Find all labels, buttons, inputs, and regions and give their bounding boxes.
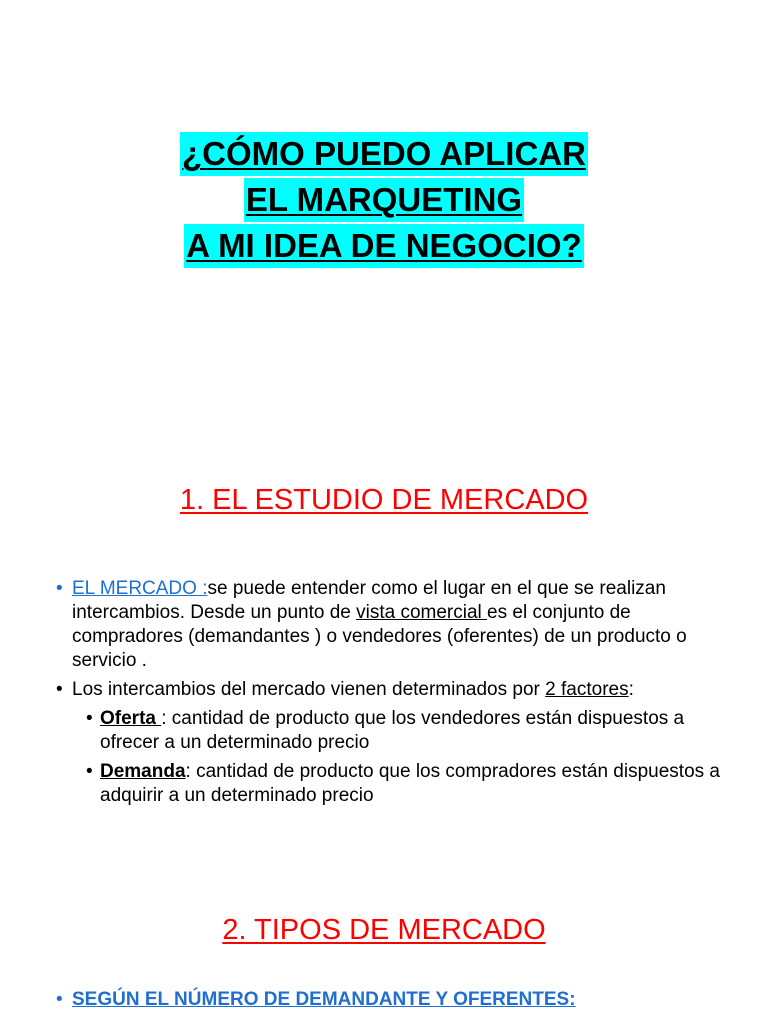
bullet-el-mercado	[56, 577, 736, 673]
oferta-text: : cantidad de producto que los vendedores están dispuestos a ofrecer a un determinado precio	[100, 708, 685, 753]
section-heading-estudio-mercado: 1. EL ESTUDIO DE MERCADO	[179, 484, 589, 516]
bullet-intercambios	[56, 678, 736, 702]
title-line-3: A MI IDEA DE NEGOCIO?	[184, 224, 583, 268]
section-heading-tipos-mercado: 2. TIPOS DE MERCADO	[222, 914, 546, 946]
intercambios-text-a: Los intercambios del mercado vienen determinados por	[72, 679, 546, 700]
title-line-1: ¿CÓMO PUEDO APLICAR	[180, 132, 588, 176]
el-mercado-text-a: se puede entender como el lugar en el que se realizan intercambios. Desde un punto de	[72, 578, 666, 623]
title-line-2: EL MARQUETING	[244, 178, 524, 222]
segun-numero-link[interactable]: SEGÚN EL NÚMERO DE DEMANDANTE Y OFERENTES:	[72, 989, 576, 1010]
dos-factores-underlined: 2 factores	[545, 679, 629, 700]
sub-bullet-oferta	[86, 707, 736, 755]
demanda-text: : cantidad de producto que los compradores están dispuestos a adquirir a un determinado precio	[100, 761, 720, 806]
page-title	[0, 132, 768, 270]
demanda-term: Demanda	[100, 761, 186, 782]
el-mercado-link[interactable]: EL MERCADO :	[72, 578, 208, 599]
bullet-segun-numero	[56, 988, 576, 1012]
oferta-term: Oferta	[100, 708, 162, 729]
vista-comercial-underlined: vista comercial	[356, 602, 488, 623]
el-mercado-text-b: es el conjunto de compradores (demandantes ) o vendedores (oferentes) de un producto o servicio .	[72, 602, 687, 671]
sub-bullet-demanda	[86, 760, 736, 808]
section1-bullet-list	[56, 577, 736, 813]
intercambios-text-b: :	[628, 679, 634, 700]
